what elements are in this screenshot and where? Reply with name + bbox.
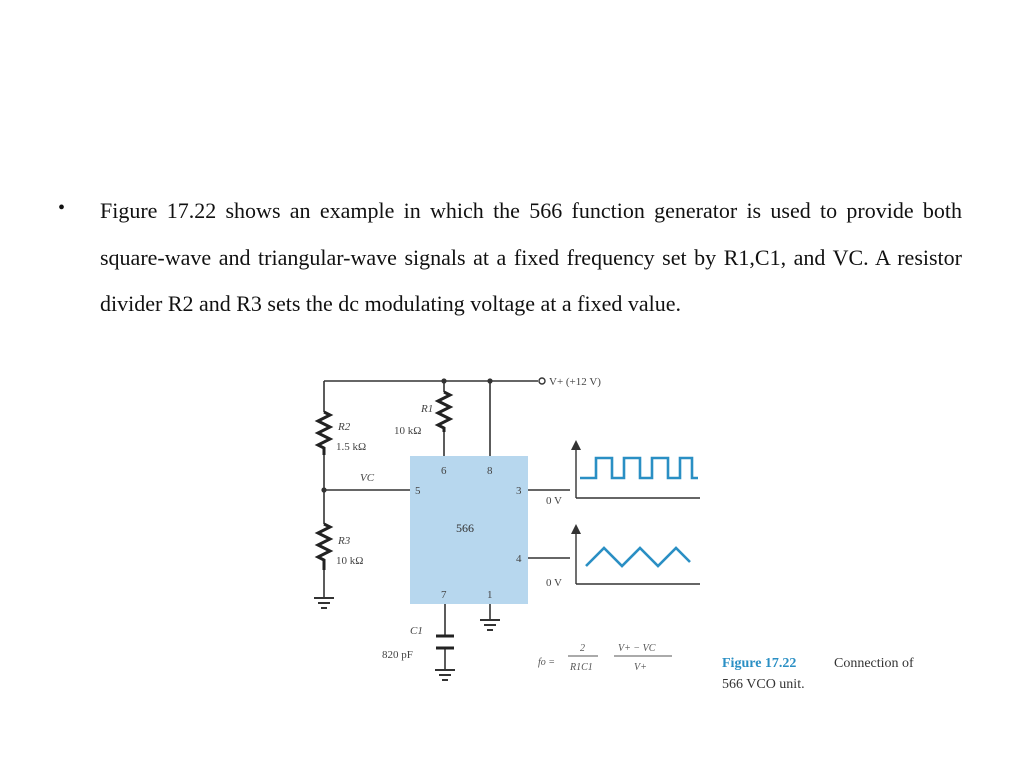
pin-4: 4	[516, 553, 522, 565]
supply-label: V+ (+12 V)	[549, 376, 601, 388]
supply-terminal	[539, 378, 545, 384]
formula-lhs: fo =	[538, 657, 556, 668]
bullet-marker: •	[58, 197, 66, 219]
formula-denominator: V+	[634, 662, 647, 673]
chip-label: 566	[456, 521, 474, 535]
frequency-formula	[538, 643, 672, 673]
figure-caption-label: Figure 17.22	[722, 656, 797, 671]
r3-name: R3	[338, 535, 351, 547]
r3-value: 10 kΩ	[336, 555, 364, 567]
formula-denominator: R1C1	[570, 662, 593, 673]
r2-resistor-icon	[318, 412, 330, 455]
c1-value: 820 pF	[382, 649, 413, 661]
pin-8: 8	[487, 465, 493, 477]
pin-6: 6	[441, 465, 447, 477]
figure-caption-text: Connection of	[834, 656, 914, 671]
ground-icon	[480, 620, 500, 630]
pin-5: 5	[415, 485, 421, 497]
ground-icon	[314, 598, 334, 608]
c1-capacitor-icon	[436, 636, 454, 648]
r2-value: 1.5 kΩ	[336, 441, 367, 453]
vc-label: VC	[360, 472, 375, 484]
r1-resistor-icon	[438, 392, 450, 432]
r1-name: R1	[421, 403, 434, 415]
formula-numerator: 2	[580, 643, 585, 654]
r1-value: 10 kΩ	[394, 425, 422, 437]
figure-caption-text: 566 VCO unit.	[722, 677, 805, 692]
vco-circuit-figure	[300, 368, 960, 708]
c1-name: C1	[410, 625, 423, 637]
r2-name: R2	[338, 421, 351, 433]
pin-7: 7	[441, 589, 447, 601]
square-wave-output	[571, 440, 700, 498]
formula-numerator: V+ − VC	[618, 643, 656, 654]
zero-v-label: 0 V	[546, 577, 562, 589]
ground-icon	[435, 670, 455, 680]
zero-v-label: 0 V	[546, 495, 562, 507]
pin-1: 1	[487, 589, 493, 601]
body-paragraph: Figure 17.22 shows an example in which the 566 function generator is used to provide both square-wave and triangular-wave signals at a fixed frequency set by R1,C1, and VC. A resistor divider R2 and R3 sets the dc modulating voltage at a fixed value.	[100, 198, 962, 316]
triangle-wave-output	[571, 524, 700, 584]
r3-resistor-icon	[318, 524, 330, 570]
pin-3: 3	[516, 485, 522, 497]
